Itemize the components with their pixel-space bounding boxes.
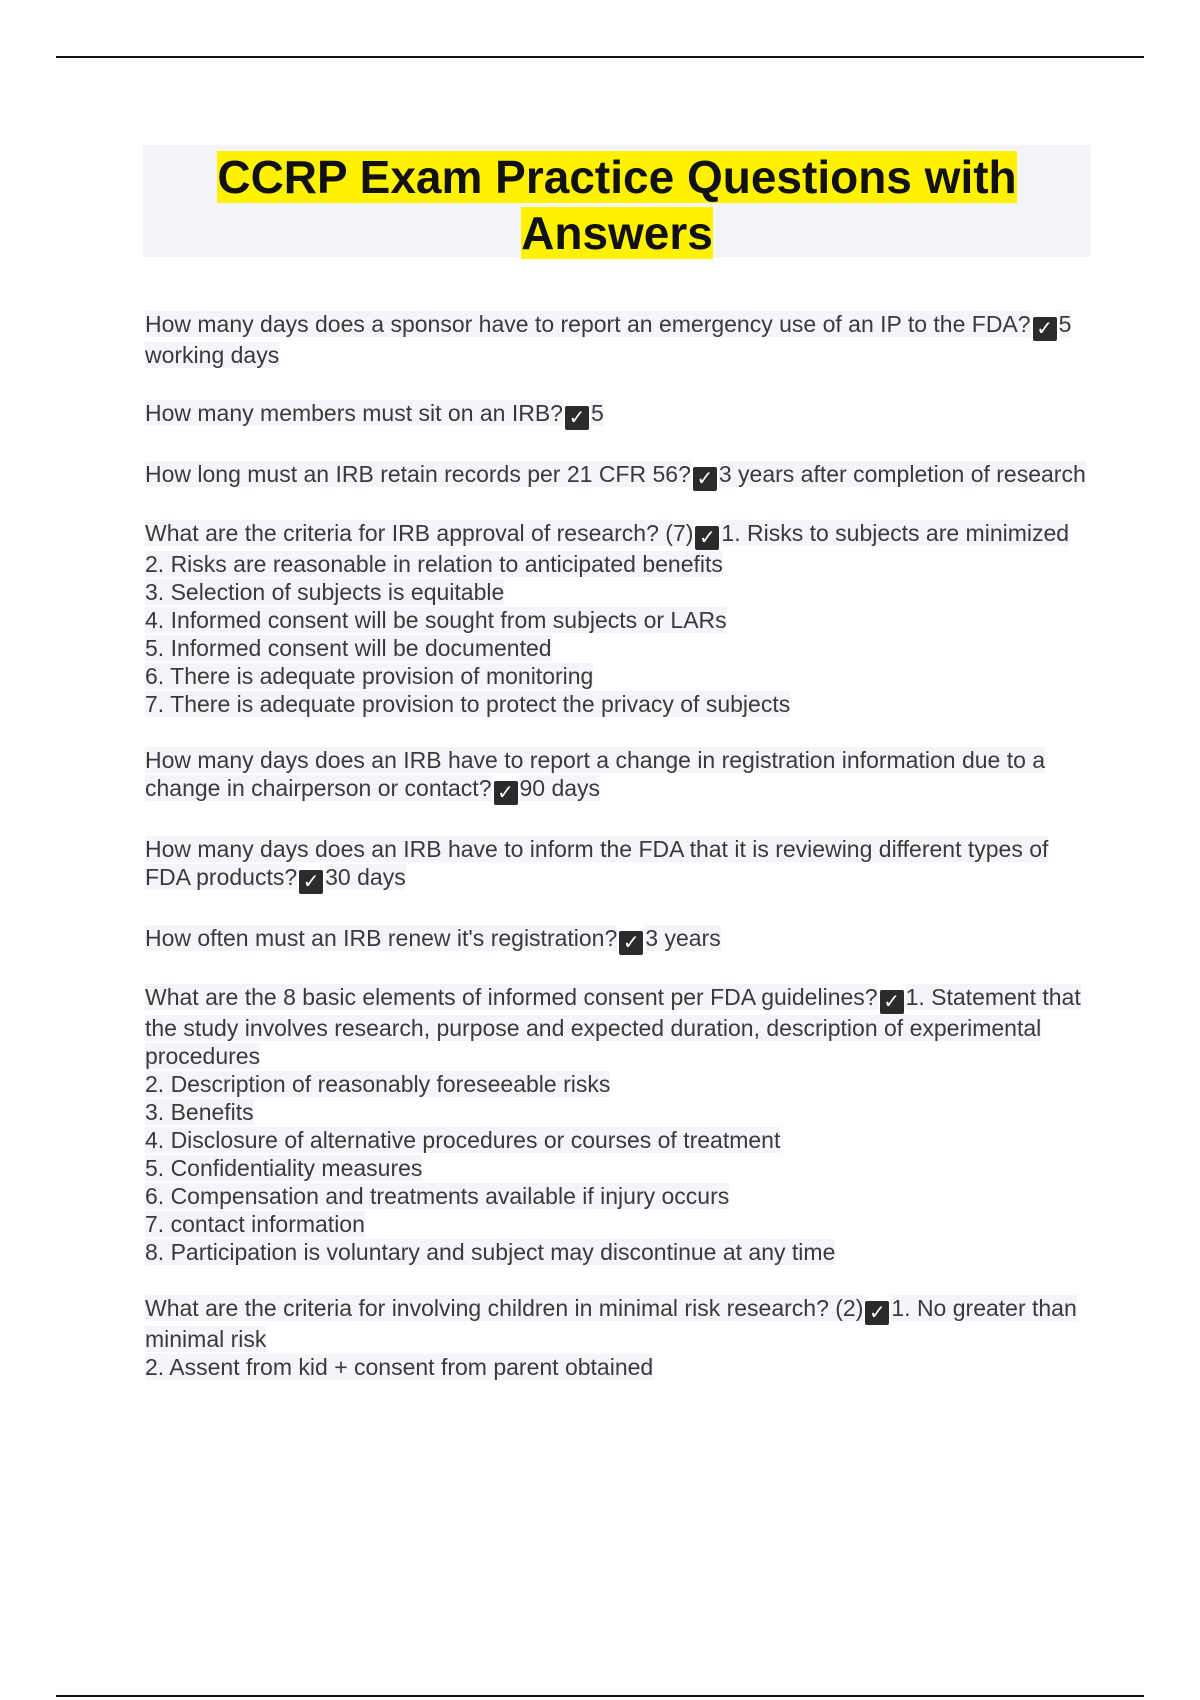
answer-list-item-text: 3. Benefits (145, 1099, 254, 1125)
answer-text: 3 years (645, 925, 721, 951)
answer-text: 90 days (519, 775, 601, 801)
question-text: What are the criteria for IRB approval of research? (7) (145, 520, 694, 546)
answer-list-item-text: 4. Informed consent will be sought from subjects or LARs (145, 607, 727, 633)
bottom-rule (56, 1695, 1144, 1697)
check-mark-icon: ✓ (693, 467, 717, 491)
question-text: What are the 8 basic elements of informed consent per FDA guidelines? (145, 984, 878, 1010)
answer-list-item-text: 6. There is adequate provision of monitoring (145, 663, 594, 689)
answer-list-item-text: 7. contact information (145, 1211, 365, 1237)
answer-list-item-text: 2. Assent from kid + consent from parent obtained (145, 1354, 654, 1380)
answer-list-item (145, 550, 1095, 578)
answer-list-item-text: 7. There is adequate provision to protect the privacy of subjects (145, 691, 791, 717)
answer-list-item (145, 1182, 1095, 1210)
qa-item (145, 399, 1095, 430)
answer-text: 5 (590, 400, 604, 426)
check-mark-icon: ✓ (565, 406, 589, 430)
qa-item (145, 460, 1095, 491)
qa-item (145, 519, 1095, 718)
qa-item (145, 924, 1095, 955)
title-line-1: CCRP Exam Practice Questions with (217, 151, 1017, 203)
question-text: How many days does an IRB have to report a change in registration information due to a change in chairperson or contact? (145, 747, 1046, 801)
check-mark-icon: ✓ (494, 781, 518, 805)
answer-list-item (145, 634, 1095, 662)
answer-text: 3 years after completion of research (718, 461, 1086, 487)
check-mark-icon: ✓ (1033, 317, 1057, 341)
question-text: How many members must sit on an IRB? (145, 400, 563, 426)
answer-list-item-text: 4. Disclosure of alternative procedures or courses of treatment (145, 1127, 781, 1153)
qa-item (145, 835, 1095, 894)
answer-list-item-text: 5. Confidentiality measures (145, 1155, 423, 1181)
answer-list-item (145, 578, 1095, 606)
qa-item (145, 1294, 1095, 1381)
qa-list (145, 310, 1095, 1409)
check-mark-icon: ✓ (880, 990, 904, 1014)
question-text: What are the criteria for involving children in minimal risk research? (2) (145, 1295, 864, 1321)
qa-item (145, 746, 1095, 805)
answer-list-item (145, 1353, 1095, 1381)
question-text: How many days does a sponsor have to report an emergency use of an IP to the FDA? (145, 311, 1031, 337)
answer-list-item (145, 1098, 1095, 1126)
answer-list-item (145, 606, 1095, 634)
question-text: How long must an IRB retain records per 21 CFR 56? (145, 461, 691, 487)
question-text: How many days does an IRB have to inform the FDA that it is reviewing different types of FDA products? (145, 836, 1049, 890)
check-mark-icon: ✓ (619, 931, 643, 955)
answer-text: 1. No greater than minimal risk (145, 1295, 1077, 1352)
check-mark-icon: ✓ (865, 1301, 889, 1325)
top-rule (56, 56, 1144, 58)
answer-list-item (145, 1210, 1095, 1238)
answer-list-item-text: 6. Compensation and treatments available if injury occurs (145, 1183, 730, 1209)
answer-list-item (145, 1238, 1095, 1266)
title-banner (143, 145, 1091, 257)
answer-list-item-text: 2. Risks are reasonable in relation to anticipated benefits (145, 551, 723, 577)
answer-list-item (145, 1070, 1095, 1098)
check-mark-icon: ✓ (299, 870, 323, 894)
qa-item (145, 983, 1095, 1266)
answer-list-item (145, 690, 1095, 718)
title-line-2: Answers (521, 207, 713, 259)
answer-list-item-text: 3. Selection of subjects is equitable (145, 579, 505, 605)
answer-text: 5 working days (145, 311, 1072, 368)
answer-list-item-text: 2. Description of reasonably foreseeable risks (145, 1071, 611, 1097)
answer-list-item-text: 8. Participation is voluntary and subject may discontinue at any time (145, 1239, 836, 1265)
answer-list-item (145, 1154, 1095, 1182)
answer-text: 1. Statement that the study involves research, purpose and expected duration, description of experimental procedures (145, 984, 1081, 1069)
check-mark-icon: ✓ (695, 526, 719, 550)
answer-list-item (145, 1126, 1095, 1154)
answer-text: 30 days (325, 864, 406, 890)
page-title (143, 145, 1091, 261)
question-text: How often must an IRB renew it's registration? (145, 925, 618, 951)
answer-text: 1. Risks to subjects are minimized (721, 520, 1070, 546)
qa-item (145, 310, 1095, 369)
answer-list-item (145, 662, 1095, 690)
answer-list-item-text: 5. Informed consent will be documented (145, 635, 552, 661)
